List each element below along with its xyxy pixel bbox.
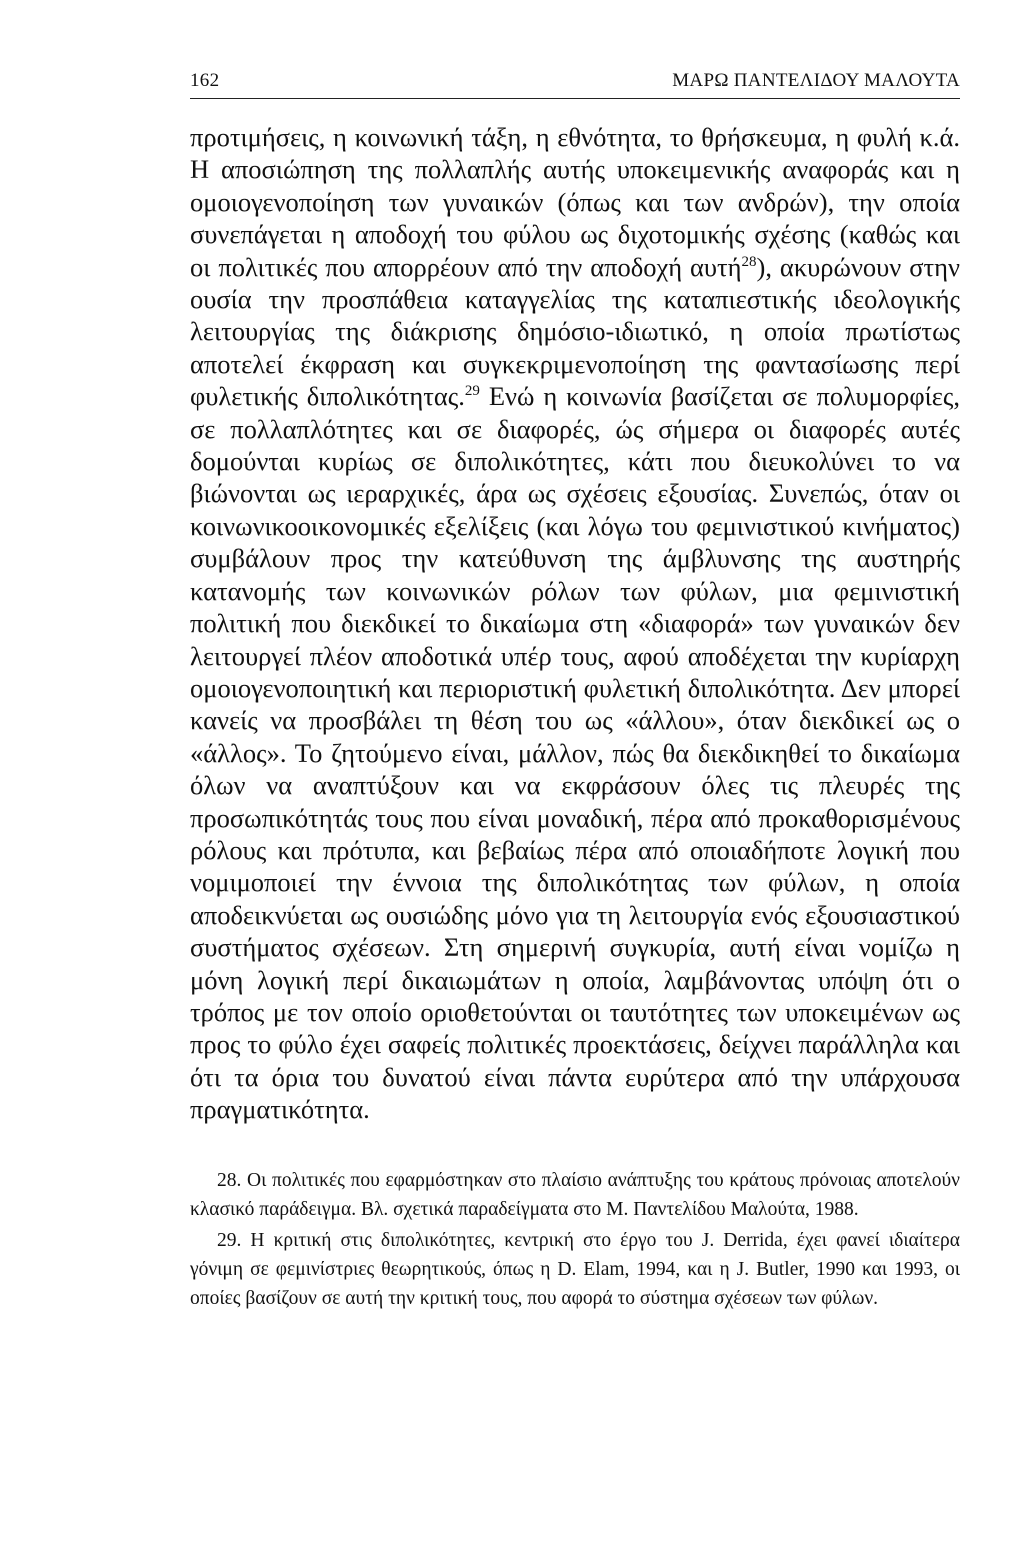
page-number: 162 bbox=[190, 70, 220, 91]
footnote-ref-28[interactable]: 28 bbox=[741, 253, 757, 270]
footnote-28: 28. Οι πολιτικές που εφαρμόστηκαν στο πλαίσιο ανάπτυξης του κράτους πρόνοιας αποτελούν κλασικό παράδειγμα. Βλ. σχετικά παραδείγματα στο Μ. Παντελίδου Μαλούτα, 1988. bbox=[190, 1169, 960, 1220]
main-text-part-2: ), ακυρώνουν στην ουσία την προσπάθεια καταγγελίας της καταπιεστικής ιδεολογικής λειτουργίας της διάκρισης δημόσιο-ιδιωτικό, η οποία πρωτίστως αποτελεί έκφραση και συγκεκριμενοποίηση της φαντασίωσης περί φυλετικής διπολικότητας. bbox=[190, 251, 960, 412]
main-text-part-3: Ενώ η κοινωνία βασίζεται σε πολυμορφίες, σε πολλαπλότητες και σε διαφορές, ώς σήμερα οι διαφορές αυτές δομούνται κυρίως σε διπολικότητες, κάτι που διευκολύνει το να βιώνονται ως ιεραρχικές, άρα ως σχέσεις εξουσίας. Συνεπώς, όταν οι κοινωνικοοικονομικές εξελίξεις (και λόγω του φεμινιστικού κινήματος) συμβάλουν προς την κατεύθυνση της άμβλυνσης της αυστηρής κατανομής των κοινωνικών ρόλων των φύλων, μια φεμινιστική πολιτική που διεκδικεί το δικαίωμα στη «διαφορά» των γυναικών δεν λειτουργεί πλέον αποδοτικά υπέρ τους, αφού αποδέχεται την κυρίαρχη ομοιογενοποιητική και περιοριστική φυλετική διπολικότητα. Δεν μπορεί κανείς να προσβάλει τη θέση του ως «άλλου», όταν διεκδικεί ως ο «άλλος». Το ζητούμενο είναι, μάλλον, πώς θα διεκδικηθεί το δικαίωμα όλων να αναπτύξουν και να εκφράσουν όλες τις πλευρές της προσωπικότητάς τους που είναι μοναδική, πέρα από προκαθορισμένους ρόλους και πρότυπα, και βεβαίως πέρα από οποιαδήποτε λογική που νομιμοποιεί την έννοια της διπολικότητας των φύλων, η οποία αποδεικνύεται ως ουσιώδης μόνο για τη λειτουργία ενός εξουσιαστικού συστήματος σχέσεων. Στη σημερινή συγκυρία, αυτή είναι νομίζω η μόνη λογική περί δικαιωμάτων η οποία, λαμβάνοντας υπόψη ότι ο τρόπος με τον οποίο οριοθετούνται οι ταυτότητες των υποκειμένων ως προς το φύλο έχει σαφείς πολιτικές προεκτάσεις, δείχνει παράλληλα και ότι τα όρια του δυνατού είναι πάντα ευρύτερα από την υπάρχουσα πραγματικότητα. bbox=[190, 381, 960, 1125]
footnote-ref-29[interactable]: 29 bbox=[464, 383, 480, 400]
author-name: ΜΑΡΩ ΠΑΝΤΕΛΙΔΟΥ ΜΑΛΟΥΤΑ bbox=[672, 70, 960, 91]
footnote-29: 29. Η κριτική στις διπολικότητες, κεντρική στο έργο του J. Derrida, έχει φανεί ιδιαίτερα γόνιμη σε φεμινίστριες θεωρητικούς, όπως η D. Elam, 1994, και η J. Butler, 1990 και 1993, οι οποίες βασίζουν σε αυτή την κριτική τους, που αφορά το σύστημα σχέσεων των φύλων. bbox=[190, 1229, 960, 1309]
main-text bbox=[190, 121, 960, 1126]
footnotes bbox=[190, 1166, 960, 1313]
book-page bbox=[190, 70, 960, 1315]
main-text-part-1: προτιμήσεις, η κοινωνική τάξη, η εθνότητα, το θρήσκευμα, η φυλή κ.ά. Η αποσιώπηση της πολλαπλής αυτής υποκειμενικής αναφοράς και η ομοιογενοποίηση των γυναικών (όπως και των ανδρών), την οποία συνεπάγεται η αποδοχή του φύλου ως διχοτομικής σχέσης (καθώς και οι πολιτικές που απορρέουν από την αποδοχή αυτή bbox=[190, 122, 960, 282]
running-head bbox=[190, 70, 960, 99]
